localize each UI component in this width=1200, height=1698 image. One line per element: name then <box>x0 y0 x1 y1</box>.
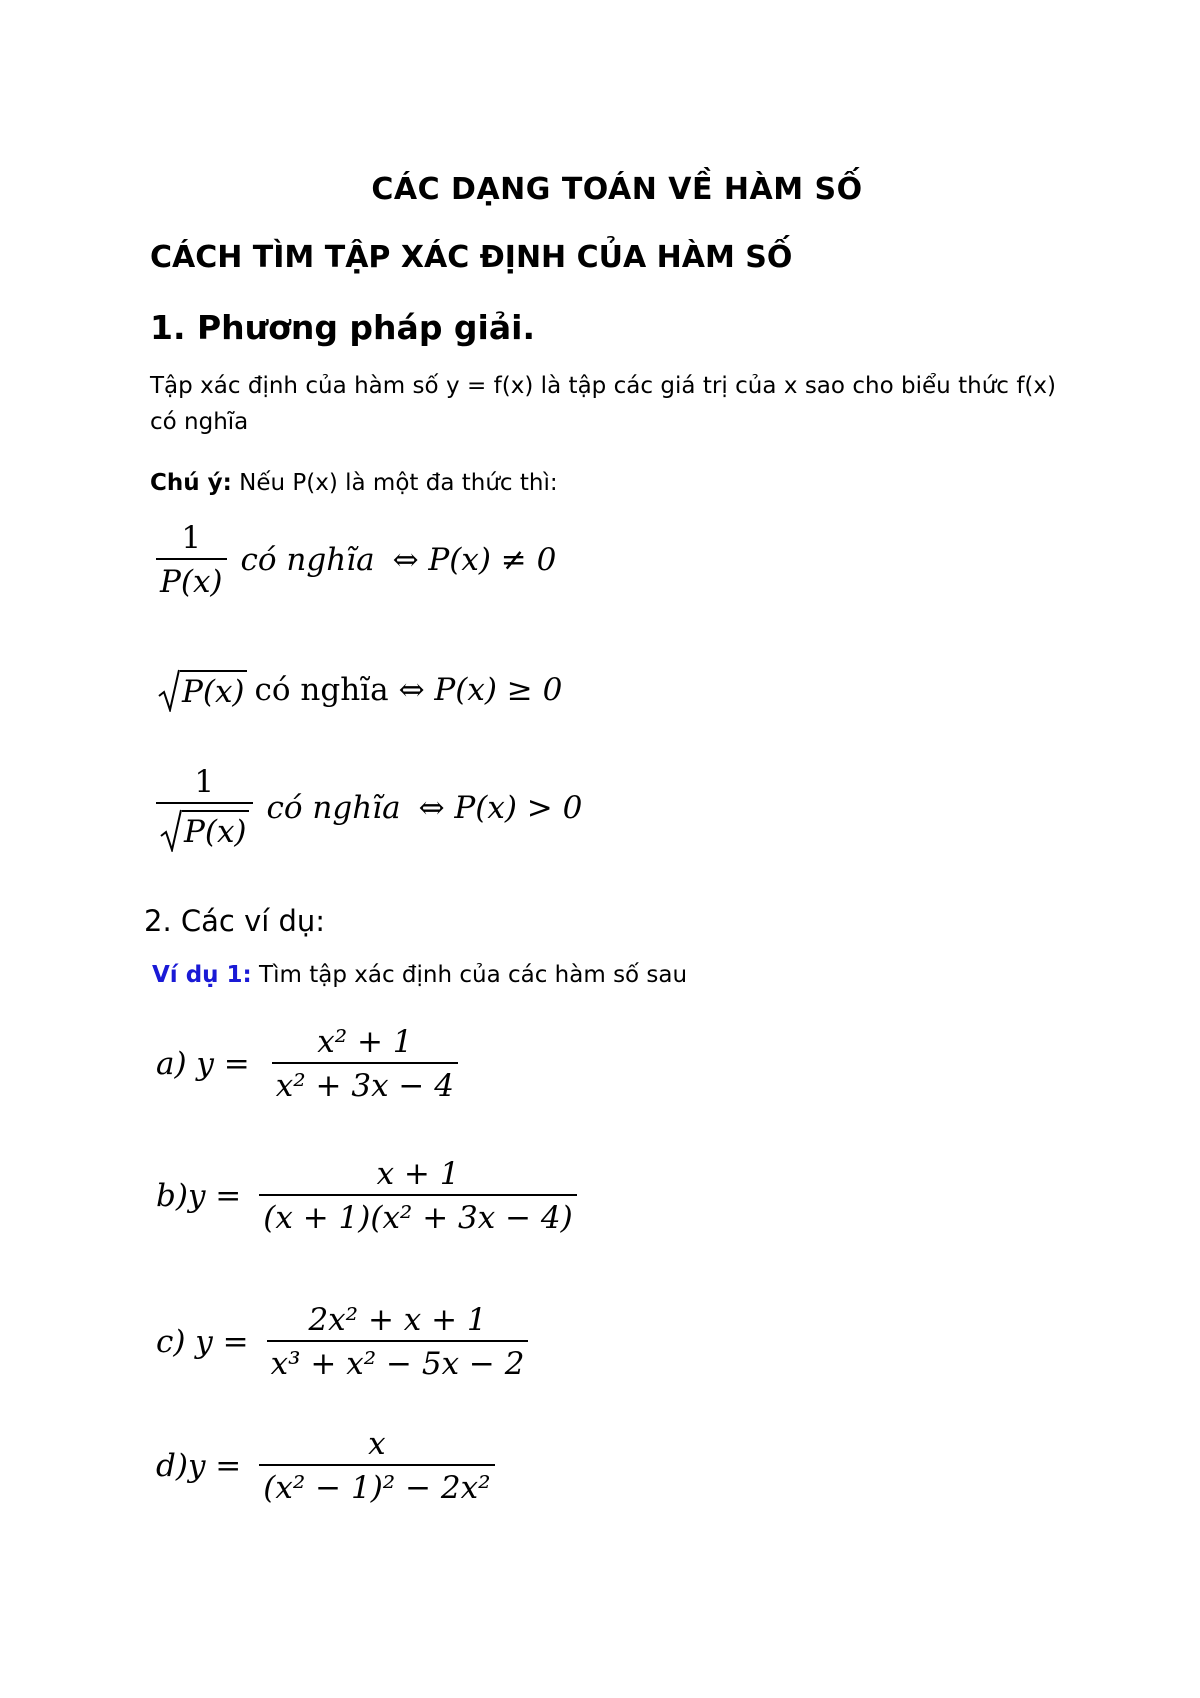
rule1-numerator: 1 <box>181 520 202 556</box>
problem-b-denominator: (x + 1)(x² + 3x − 4) <box>259 1194 576 1236</box>
method-heading: 1. Phương pháp giải. <box>150 308 535 347</box>
examples-heading: 2. Các ví dụ: <box>144 904 326 938</box>
rule3-expression: P(x) <box>182 810 249 850</box>
problem-d <box>156 1426 495 1506</box>
radical-sign-icon <box>158 668 180 712</box>
problem-a <box>156 1024 458 1104</box>
note-label: Chú ý: <box>150 470 232 496</box>
rule3-denominator <box>156 802 253 852</box>
example1-text: Tìm tập xác định của các hàm số sau <box>251 962 688 988</box>
problem-b-label: b)y = <box>156 1178 242 1214</box>
problem-a-numerator: x² + 1 <box>317 1024 413 1060</box>
rule2-radical <box>158 668 247 712</box>
problem-d-denominator: (x² − 1)² − 2x² <box>259 1464 494 1506</box>
problem-a-denominator: x² + 3x − 4 <box>272 1062 458 1104</box>
note-paragraph <box>150 470 558 496</box>
problem-c-numerator: 2x² + x + 1 <box>308 1302 487 1338</box>
problem-d-fraction <box>259 1426 494 1506</box>
problem-c-label: c) y = <box>156 1324 249 1360</box>
example1-label: Ví dụ 1: <box>152 962 252 988</box>
rule-reciprocal <box>156 520 556 600</box>
rule1-denominator: P(x) <box>156 558 227 600</box>
rule1-fraction <box>156 520 227 600</box>
problem-d-numerator: x <box>368 1426 386 1462</box>
rule2-meaning: có nghĩa <box>254 672 389 708</box>
section-heading: CÁCH TÌM TẬP XÁC ĐỊNH CỦA HÀM SỐ <box>150 240 793 275</box>
problem-b <box>156 1156 577 1236</box>
rule3-meaning: có nghĩa <box>266 790 401 826</box>
problem-d-label: d)y = <box>156 1448 242 1484</box>
rule2-condition: ⇔ P(x) ≥ 0 <box>398 672 563 708</box>
rule-reciprocal-root <box>156 764 582 852</box>
problem-b-numerator: x + 1 <box>376 1156 460 1192</box>
radical-sign-icon <box>160 808 182 852</box>
rule3-condition: ⇔ P(x) > 0 <box>418 790 583 826</box>
example1-paragraph <box>152 962 687 988</box>
note-text: Nếu P(x) là một đa thức thì: <box>231 470 558 496</box>
problem-c-denominator: x³ + x² − 5x − 2 <box>267 1340 529 1382</box>
rule-square-root <box>158 668 562 712</box>
rule1-meaning: có nghĩa <box>240 542 375 578</box>
problem-c <box>156 1302 528 1382</box>
rule2-expression: P(x) <box>180 670 247 710</box>
rule3-fraction <box>156 764 253 852</box>
problem-a-fraction <box>272 1024 458 1104</box>
document-title: CÁC DẠNG TOÁN VỀ HÀM SỐ <box>371 172 863 207</box>
rule1-condition: ⇔ P(x) ≠ 0 <box>392 542 557 578</box>
problem-a-label: a) y = <box>156 1046 250 1082</box>
rule3-numerator: 1 <box>194 764 215 800</box>
problem-c-fraction <box>267 1302 529 1382</box>
definition-paragraph: Tập xác định của hàm số y = f(x) là tập các giá trị của x sao cho biểu thức f(x) có nghĩa <box>150 373 1056 435</box>
problem-b-fraction <box>259 1156 576 1236</box>
